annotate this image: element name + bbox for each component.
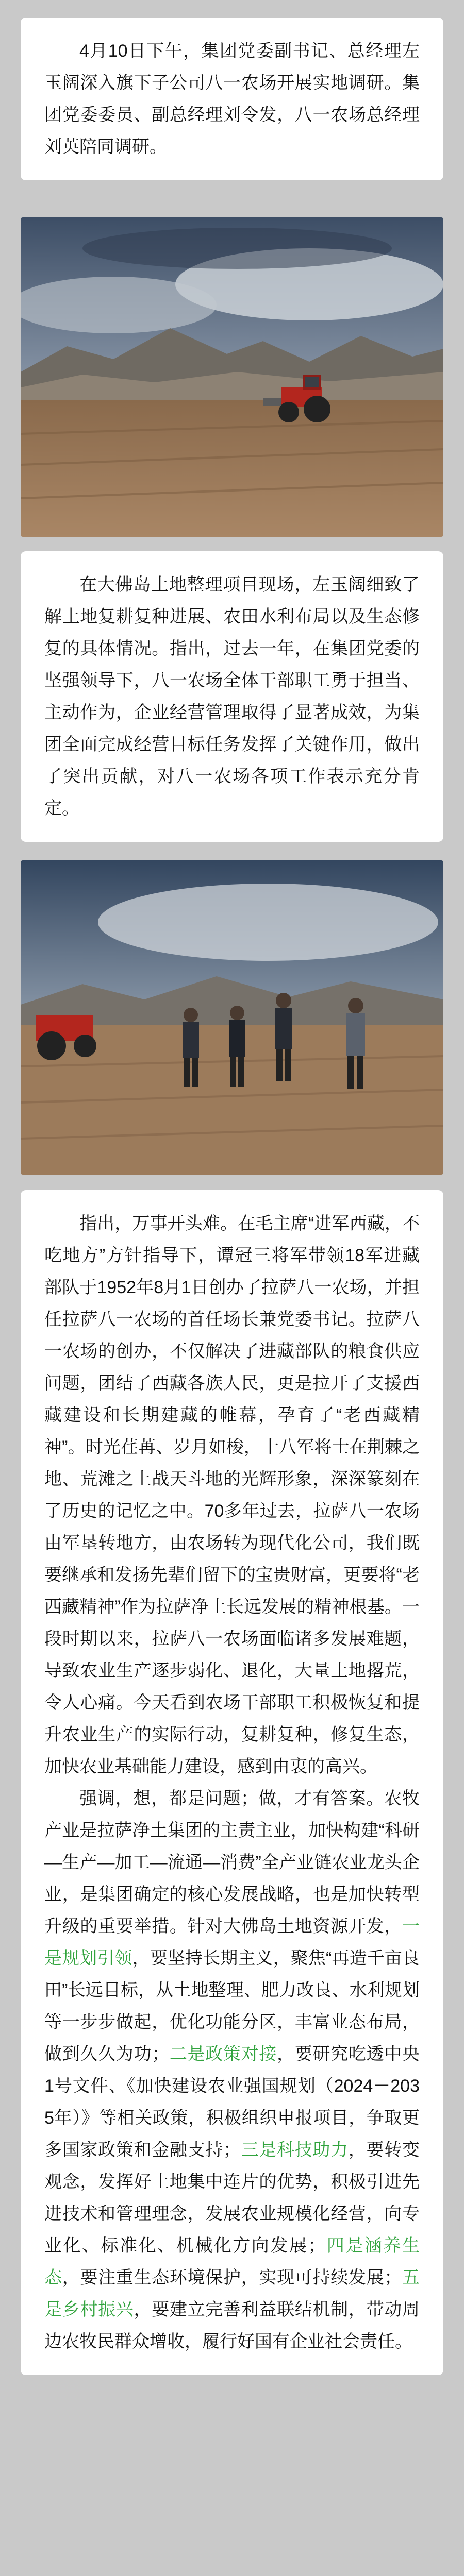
strategy-text-intro: 强调，想，都是问题；做，才有答案。农牧产业是拉萨净土集团的主责主业，加快构建“科研—生产—加工—流通—消费”全产业链农业龙头企业，是集团确定的核心发展战略，也是加快转型升级的重要举措。针对大佛岛土地资源开发，	[44, 1789, 420, 1936]
inspection-group-image	[21, 860, 443, 1175]
highlight-rural-revitalization: 五是乡村振兴	[44, 2268, 420, 2319]
strategy-text-ecology: ，要注重生态环境保护，实现可持续发展；	[62, 2268, 402, 2287]
site-visit-paragraph: 在大佛岛土地整理项目现场，左玉阔细致了解土地复耕复种进展、农田水利布局以及生态修复的具体情况。指出，过去一年，在集团党委的坚强领导下，八一农场全体干部职工勇于担当、主动作为，企业经营管理取得了显著成效，为集团全面完成经营目标任务发挥了关键作用，做出了突出贡献，对八一农场各项工作表示充分肯定。	[44, 575, 420, 818]
intro-card	[21, 18, 443, 180]
inspection-group-photo	[21, 860, 443, 1175]
intro-paragraph: 4月10日下午，集团党委副书记、总经理左玉阔深入旗下子公司八一农场开展实地调研。集团党委委员、副总经理刘令发，八一农场总经理刘英陪同调研。	[44, 41, 420, 157]
highlight-ecology: 四是涵养生态	[44, 2236, 420, 2287]
strategy-text-rural: ，要建立完善利益联结机制，带动周边农牧民群众增收，履行好国有企业社会责任。	[44, 2300, 420, 2351]
strategy-text-planning: ，要坚持长期主义，聚焦“再造千亩良田”长远目标，从土地整理、肥力改良、水利规划等一步步做起，优化功能分区，丰富业态布局，做到久久为功；	[44, 1948, 420, 2064]
history-paragraph: 指出，万事开头难。在毛主席“进军西藏，不吃地方”方针指导下，谭冠三将军带领18军进藏部队于1952年8月1日创办了拉萨八一农场，并担任拉萨八一农场的首任场长兼党委书记。拉萨八一农场的创办，不仅解决了进藏部队的粮食供应问题，团结了西藏各族人民，更是拉开了支援西藏建设和长期建藏的帷幕，孕育了“老西藏精神”。时光荏苒、岁月如梭，十八军将士在荆棘之地、荒滩之上战天斗地的光辉形象，深深篆刻在了历史的记忆之中。70多年过去，拉萨八一农场由军垦转地方，由农场转为现代化公司，我们既要继承和发扬先辈们留下的宝贵财富，更要将“老西藏精神”作为拉萨净土长远发展的精神根基。一段时期以来，拉萨八一农场面临诸多发展难题，导致农业生产逐步弱化、退化，大量土地撂荒，令人心痛。今天看到农场干部职工积极恢复和提升农业生产的实际行动，复耕复种，修复生态，加快农业基础能力建设，感到由衷的高兴。	[44, 1214, 420, 1776]
tractor-field-photo	[21, 217, 443, 537]
history-strategy-card	[21, 1190, 443, 2375]
highlight-policy: 二是政策对接	[169, 2044, 277, 2064]
highlight-planning: 一是规划引领	[44, 1917, 420, 1968]
strategy-text-policy: ，要研究吃透中央1号文件、《加快建设农业强国规划（2024－2035年）》等相关政策，积极组织申报项目，争取更多国家政策和金融支持；	[44, 2044, 420, 2160]
strategy-text-technology: ，要转变观念，发挥好土地集中连片的优势，积极引进先进技术和管理理念，发展农业规模化经营，向专业化、标准化、机械化方向发展；	[44, 2140, 420, 2256]
tractor-field-image	[21, 217, 443, 537]
highlight-technology: 三是科技助力	[241, 2140, 349, 2160]
strategy-paragraph	[44, 1783, 420, 2358]
site-visit-card	[21, 551, 443, 842]
